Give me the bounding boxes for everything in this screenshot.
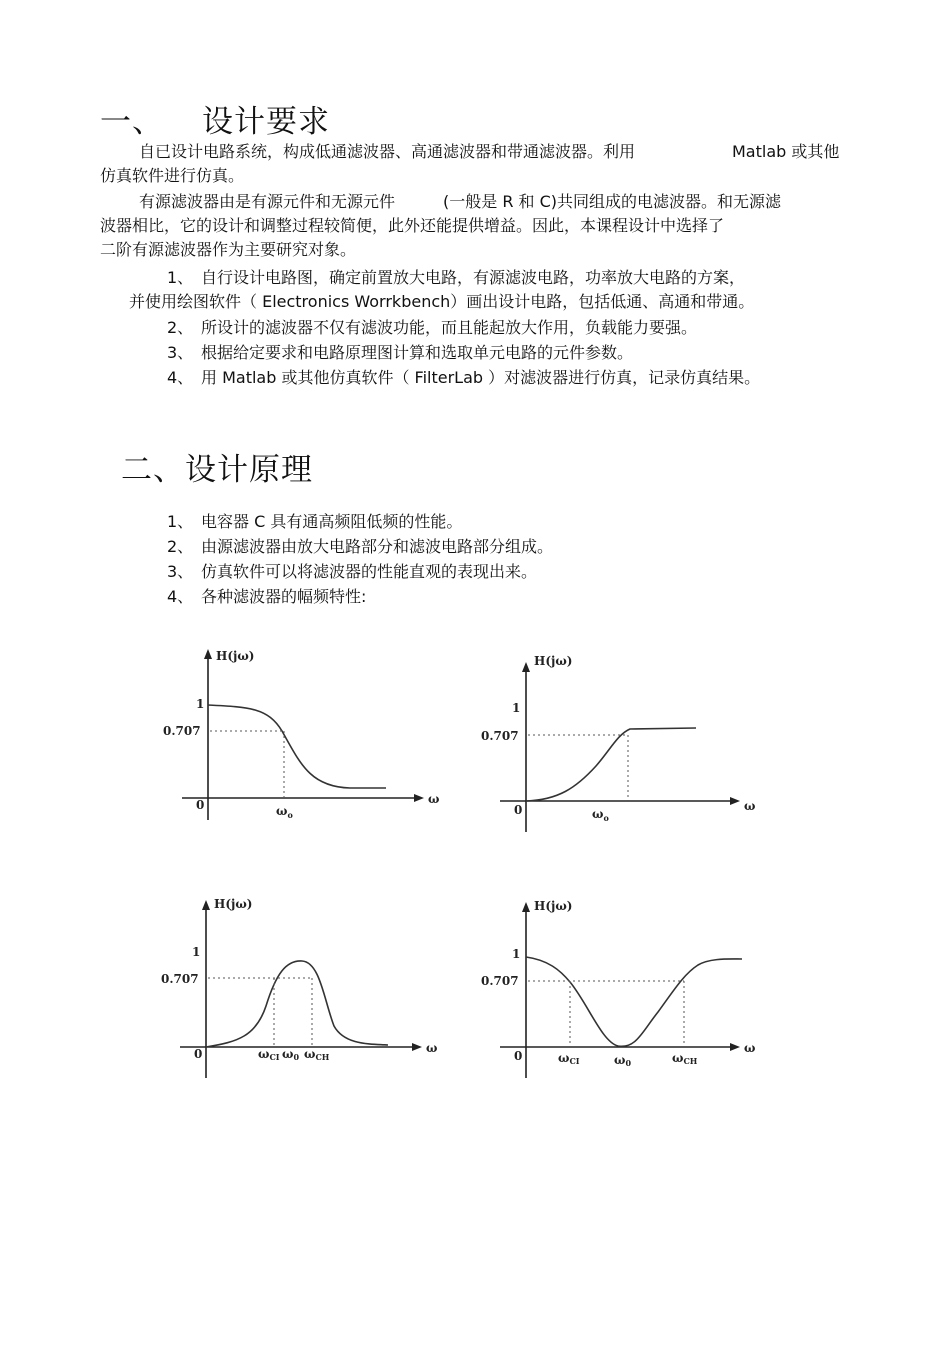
bandpass-y-label: H(jω) — [214, 897, 253, 911]
principle-item-3-num: 3、 — [167, 562, 194, 581]
svg-text:0.707 — [163, 724, 201, 738]
highpass-wo: ω — [592, 807, 604, 821]
principle-item-1-text: 电容器 C 具有通高频阻低频的性能。 — [201, 512, 463, 531]
svg-text:1 — [196, 697, 204, 711]
para2-line2: 波器相比，它的设计和调整过程较简便，此外还能提供增益。因此，本课程设计中选择了 — [100, 216, 725, 235]
bandpass-wch: ω — [304, 1047, 316, 1061]
lowpass-x-label: ω — [428, 792, 440, 806]
para1-line1a: 自已设计电路系统，构成低通滤波器、高通滤波器和带通滤波器。利用 — [139, 142, 636, 161]
highpass-curve — [526, 728, 696, 801]
bandstop-one: 1 — [512, 947, 521, 961]
principle-item-3-text: 仿真软件可以将滤波器的性能直观的表现出来。 — [201, 562, 538, 581]
svg-text:H(jω) — [534, 899, 572, 913]
bandstop-zero: 0 — [514, 1049, 523, 1063]
principle-item-2-num: 2、 — [167, 537, 194, 556]
highpass-plot — [478, 650, 768, 844]
para2-line1a: 有源滤波器由是有源元件和无源元件 — [139, 192, 396, 211]
bandstop-x-label: ω — [744, 1041, 756, 1055]
principle-item-4-text: 各种滤波器的幅频特性: — [201, 587, 367, 606]
req-item-3-text: 根据给定要求和电路原理图计算和选取单元电路的元件参数。 — [201, 343, 634, 362]
bandpass-x-label: ω — [426, 1041, 438, 1055]
req-item-1-text: 自行设计电路图，确定前置放大电路，有源滤波电路，功率放大电路的方案， — [201, 268, 746, 287]
bandstop-wch-sub: CH — [683, 1056, 698, 1066]
svg-text:ω — [426, 1041, 437, 1055]
bandpass-w0-sub: 0 — [293, 1052, 300, 1062]
highpass-level: 0.707 — [481, 729, 519, 743]
lowpass-level: 0.707 — [163, 724, 201, 738]
highpass-y-label: H(jω) — [534, 654, 573, 668]
para1-line1b: Matlab 或其他 — [732, 142, 840, 161]
bandstop-wcl-sub: CI — [569, 1056, 580, 1066]
svg-text:ω0 — [282, 1047, 299, 1062]
req-item-3-num: 3、 — [167, 343, 194, 362]
svg-text:1 — [512, 947, 520, 961]
svg-text:0 — [194, 1047, 202, 1061]
svg-text:ωCI — [558, 1051, 580, 1066]
svg-text:H(jω) — [214, 897, 252, 911]
svg-text:0 — [196, 798, 204, 812]
svg-text:H(jω) — [534, 654, 572, 668]
req-item-2-text: 所设计的滤波器不仅有滤波功能，而且能起放大作用，负载能力要强。 — [201, 318, 698, 337]
req-item-1-num: 1、 — [167, 268, 194, 287]
highpass-zero: 0 — [514, 803, 523, 817]
lowpass-wo-sub: o — [287, 810, 293, 820]
bandpass-curve — [206, 961, 388, 1047]
svg-text:ωo — [592, 807, 609, 823]
principle-item-4-num: 4、 — [167, 587, 194, 606]
svg-text:0.707 — [481, 974, 519, 988]
svg-text:0 — [514, 1049, 522, 1063]
bandpass-plot — [158, 890, 448, 1084]
svg-text:1 — [192, 945, 200, 959]
req-item-1-cont: 并使用绘图软件（ Electronics Worrkbench）画出设计电路，包括低通、高通和带通。 — [129, 292, 755, 311]
bandstop-level: 0.707 — [481, 974, 519, 988]
bandpass-wch-sub: CH — [315, 1052, 330, 1062]
lowpass-zero: 0 — [196, 798, 205, 812]
lowpass-plot — [160, 645, 450, 829]
bandpass-wcl: ω — [258, 1047, 270, 1061]
bandstop-wch: ω — [672, 1051, 684, 1065]
bandpass-wcl-sub: CI — [269, 1052, 280, 1062]
bandpass-level: 0.707 — [161, 972, 199, 986]
section1-number: 一、 — [100, 104, 164, 140]
req-item-4-text: 用 Matlab 或其他仿真软件（ FilterLab ）对滤波器进行仿真，记录仿真结果。 — [201, 368, 761, 387]
lowpass-curve — [208, 705, 386, 788]
req-item-4-num: 4、 — [167, 368, 194, 387]
highpass-x-label: ω — [744, 799, 756, 813]
svg-text:ωCI — [258, 1047, 280, 1062]
para2-line1b: (一般是 R 和 C)共同组成的电滤波器。和无源滤 — [443, 192, 782, 211]
bandpass-w0: ω — [282, 1047, 294, 1061]
svg-text:ωCH — [672, 1051, 698, 1066]
svg-text:0.707 — [161, 972, 199, 986]
svg-text:ω — [744, 799, 755, 813]
highpass-wo-sub: o — [603, 813, 609, 823]
svg-text:0 — [514, 803, 522, 817]
principle-item-2-text: 由源滤波器由放大电路部分和滤波电路部分组成。 — [201, 537, 554, 556]
svg-text:ω — [744, 1041, 755, 1055]
svg-text:0.707 — [481, 729, 519, 743]
bandstop-curve — [526, 957, 742, 1046]
bandstop-w0: ω — [614, 1053, 626, 1067]
bandpass-one: 1 — [192, 945, 201, 959]
svg-text:ω0 — [614, 1053, 631, 1068]
svg-text:ωo — [276, 804, 293, 820]
para2-line3: 二阶有源滤波器作为主要研究对象。 — [100, 240, 357, 259]
bandstop-plot — [478, 892, 768, 1086]
bandstop-w0-sub: 0 — [625, 1058, 632, 1068]
lowpass-y-label: H(jω) — [216, 649, 255, 663]
req-item-2-num: 2、 — [167, 318, 194, 337]
bandstop-wcl: ω — [558, 1051, 570, 1065]
para1-line2: 仿真软件进行仿真。 — [100, 166, 245, 185]
bandpass-zero: 0 — [194, 1047, 203, 1061]
bandstop-y-label: H(jω) — [534, 899, 573, 913]
section2-title: 二、设计原理 — [121, 452, 313, 488]
svg-text:1 — [512, 701, 520, 715]
highpass-one: 1 — [512, 701, 521, 715]
svg-text:ωCH — [304, 1047, 330, 1062]
svg-text:H(jω) — [216, 649, 254, 663]
lowpass-one: 1 — [196, 697, 205, 711]
principle-item-1-num: 1、 — [167, 512, 194, 531]
lowpass-wo: ω — [276, 804, 288, 818]
svg-text:ω — [428, 792, 439, 806]
section1-title: 设计要求 — [202, 104, 330, 140]
